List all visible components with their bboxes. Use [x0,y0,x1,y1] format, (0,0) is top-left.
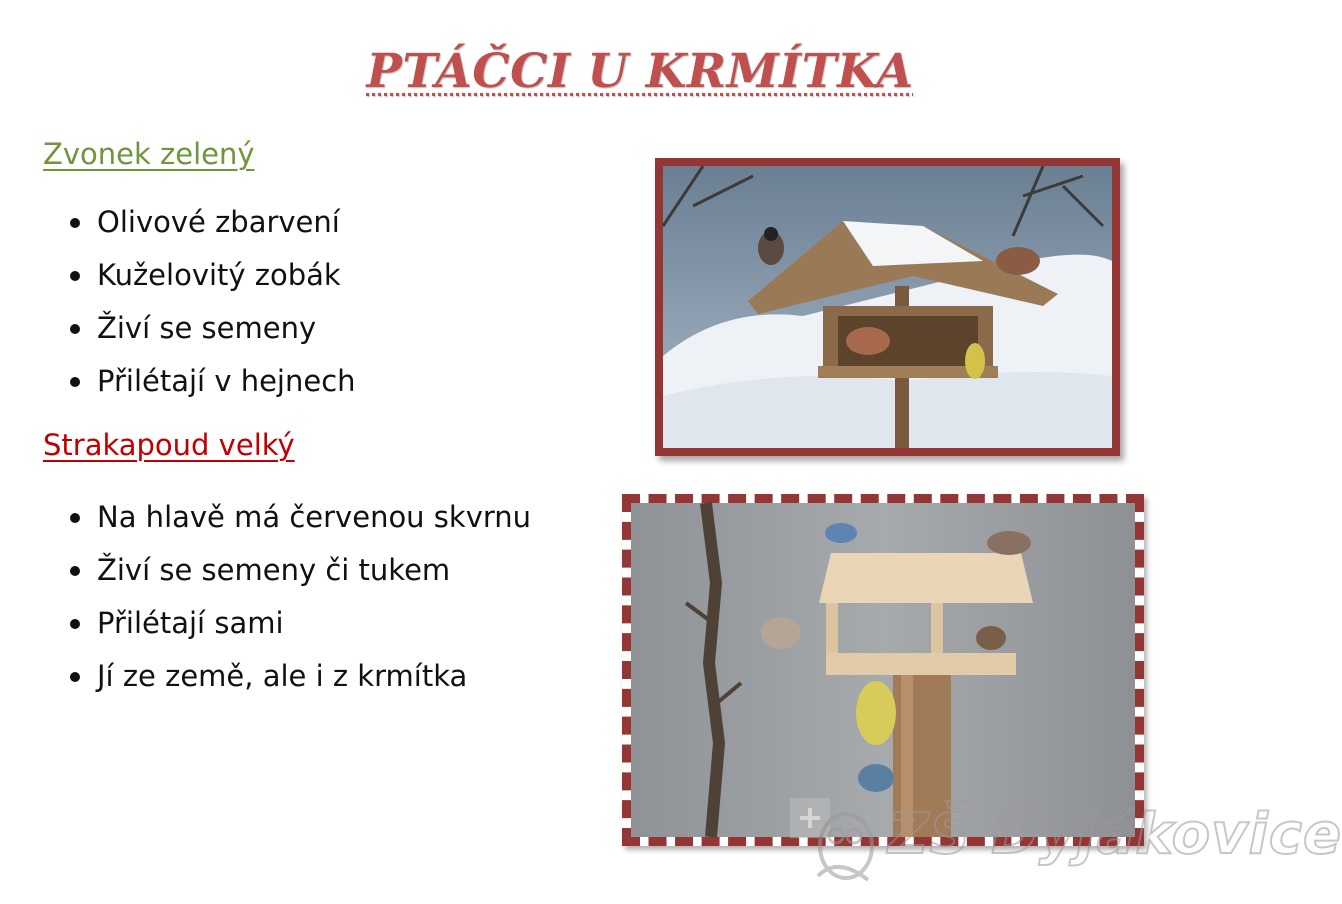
snow-feeder-image [663,166,1112,448]
stump-feeder-image [631,503,1135,837]
list-item: Jí ze země, ale i z krmítka [70,650,531,703]
bullet-icon [70,377,80,387]
section-heading-strakapoud: Strakapoud velký [43,428,295,462]
bullet-list-zvonek [70,196,356,408]
bullet-icon [70,218,80,228]
photo-snow-feeder [655,158,1120,456]
bullet-icon [70,566,80,576]
school-watermark [788,796,1342,888]
bullet-icon [70,619,80,629]
section-heading-zvonek: Zvonek zelený [43,137,255,171]
list-item: Na hlavě má červenou skvrnu [70,491,531,544]
list-item: Přilétají v hejnech [70,355,356,408]
list-item: Olivové zbarvení [70,196,356,249]
page-title: PTÁČCI U KRMÍTKA [366,44,914,99]
bullet-icon [70,672,80,682]
list-item: Živí se semeny [70,302,356,355]
list-item: Přilétají sami [70,597,531,650]
watermark-text: ZŠ Dyjákovice [888,802,1342,867]
bullet-icon [70,513,80,523]
bullet-icon [70,271,80,281]
photo-stump-feeder [622,494,1144,846]
list-item: Kuželovitý zobák [70,249,356,302]
bullet-list-strakapoud [70,491,531,703]
bullet-icon [70,324,80,334]
list-item: Živí se semeny či tukem [70,544,531,597]
owl-logo-icon [788,796,880,888]
